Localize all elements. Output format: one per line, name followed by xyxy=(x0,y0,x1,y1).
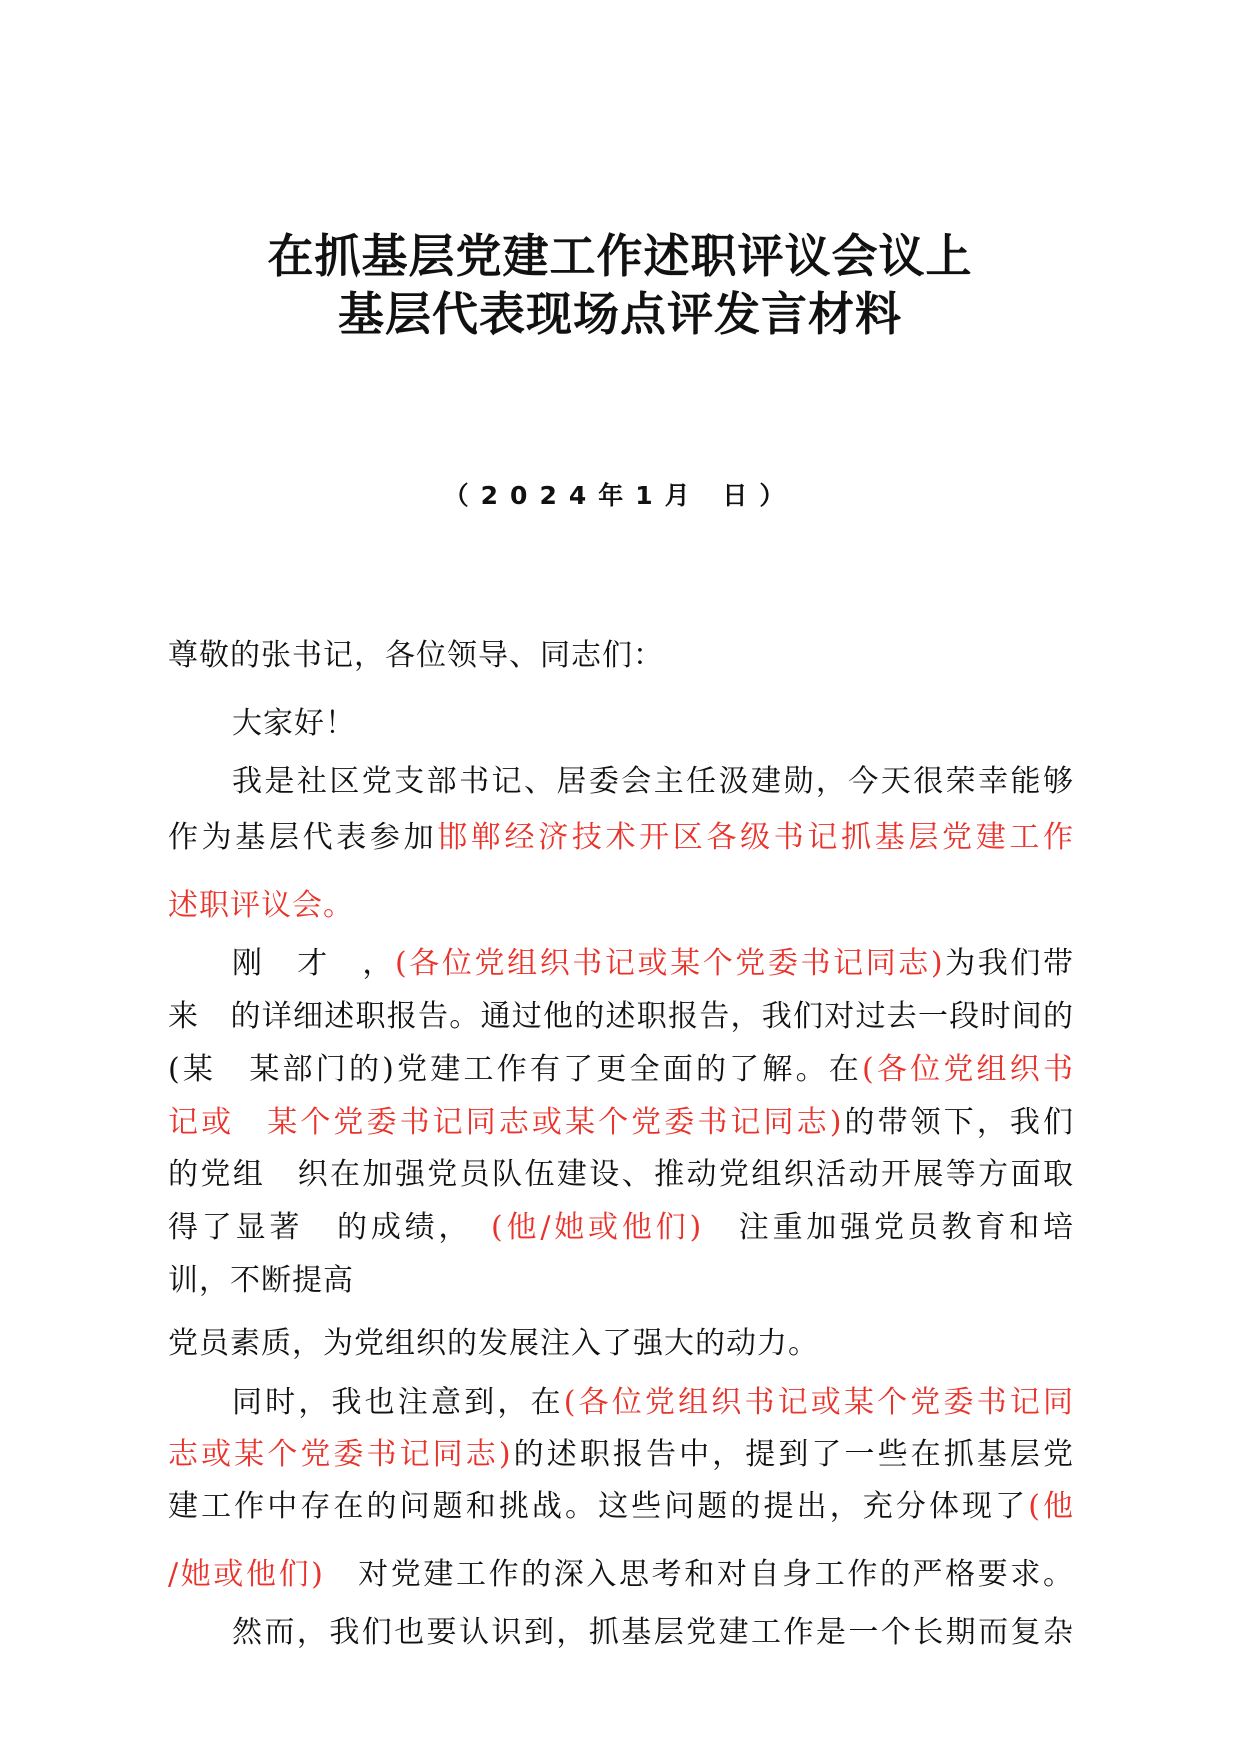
highlighted-text: (各位党组织书 xyxy=(862,1052,1074,1087)
highlighted-text: (各位党组织书记或某个党委书记同志) xyxy=(395,946,944,981)
highlighted-text: (他 xyxy=(1028,1489,1074,1524)
date-line: （2024年1月 日） xyxy=(443,481,797,510)
text-segment: (某 某部门的)党建工作有了更全面的了解。在 xyxy=(168,1052,863,1087)
text-segment: 党员素质，为党组织的发展注入了强大的动力。 xyxy=(168,1326,819,1361)
text-segment: 的带领下，我们 xyxy=(842,1105,1074,1140)
body-line xyxy=(168,886,1074,926)
text-segment: 的党组 织在加强党员队伍建设、推动党组织活动开展等方面取 xyxy=(168,1157,1074,1192)
text-segment: 对党建工作的深入思考和对自身工作的严格要求。 xyxy=(323,1557,1075,1592)
text-segment: 得了显著 的成绩， xyxy=(168,1210,492,1245)
highlighted-text: (他/她或他们) xyxy=(491,1210,703,1245)
highlighted-text: 邯郸经济技术开区各级书记抓基层党建工作 xyxy=(437,820,1075,855)
body-line xyxy=(232,944,1074,984)
body-line xyxy=(168,1555,1074,1595)
text-segment: 刚 才 ， xyxy=(232,946,395,981)
body-line xyxy=(232,1383,1074,1423)
highlighted-text: 述职评议会。 xyxy=(168,888,354,923)
body-line xyxy=(168,997,1074,1037)
title-line-1: 在抓基层党建工作述职评议会议上 xyxy=(267,229,973,283)
highlighted-text: (各位党组织书记或某个党委书记同 xyxy=(563,1385,1074,1420)
text-segment: 注重加强党员教育和培 xyxy=(702,1210,1075,1245)
body-line xyxy=(168,1435,1074,1475)
body-line xyxy=(168,1208,1074,1248)
body-line xyxy=(168,1324,1074,1364)
text-segment: 训，不断提高 xyxy=(168,1263,354,1298)
text-segment: 为我们带 xyxy=(943,946,1074,981)
body-line xyxy=(168,1155,1074,1195)
text-segment: 建工作中存在的问题和挑战。这些问题的提出，充分体现了 xyxy=(168,1489,1029,1524)
body-line xyxy=(168,1487,1074,1527)
hello: 大家好！ xyxy=(232,706,356,741)
greeting: 尊敬的张书记，各位领导、同志们： xyxy=(168,638,664,673)
highlighted-text: 志或某个党委书记同志) xyxy=(168,1437,512,1472)
body-line xyxy=(168,1103,1074,1143)
body-line xyxy=(232,1613,1074,1653)
body-line xyxy=(168,1050,1074,1090)
text-segment: 的述职报告中，提到了一些在抓基层党 xyxy=(511,1437,1074,1472)
text-segment: 作为基层代表参加 xyxy=(168,820,438,855)
highlighted-text: /她或他们) xyxy=(168,1557,324,1592)
body-line xyxy=(168,1261,1074,1301)
highlighted-text: 记或 某个党委书记同志或某个党委书记同志) xyxy=(168,1105,843,1140)
text-segment: 同时，我也注意到，在 xyxy=(232,1385,564,1420)
title-line-2: 基层代表现场点评发言材料 xyxy=(338,287,902,341)
text-segment: 来 的详细述职报告。通过他的述职报告，我们对过去一段时间的 xyxy=(168,999,1074,1034)
text-segment: 我是社区党支部书记、居委会主任汲建勋，今天很荣幸能够 xyxy=(232,764,1074,799)
body-line xyxy=(232,762,1074,802)
body-line xyxy=(168,818,1074,858)
text-segment: 然而，我们也要认识到，抓基层党建工作是一个长期而复杂 xyxy=(232,1615,1074,1650)
